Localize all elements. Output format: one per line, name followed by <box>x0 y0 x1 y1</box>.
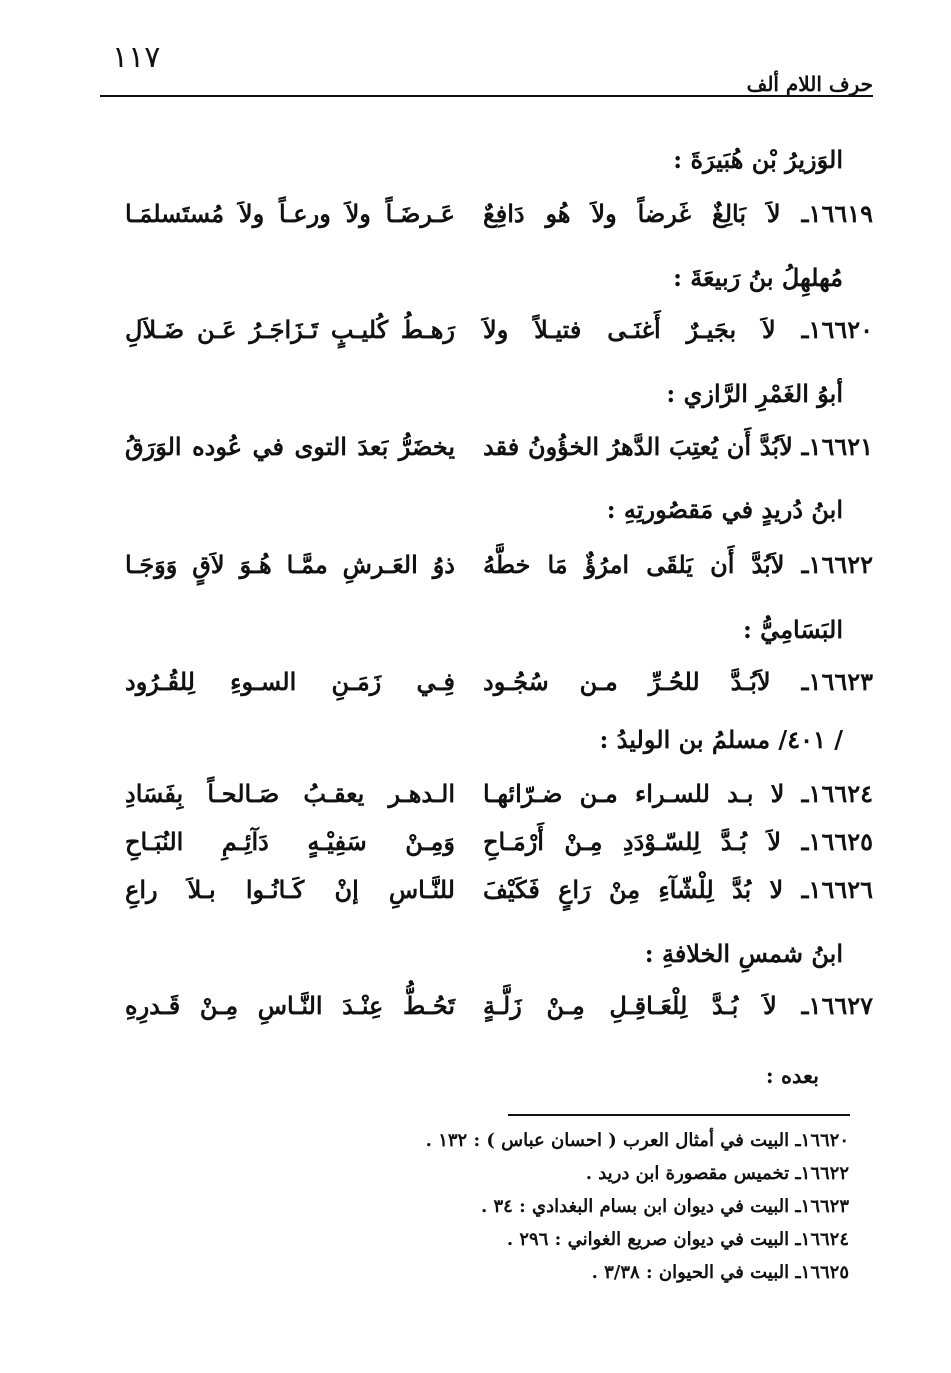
verse-line <box>100 984 873 1028</box>
verse-line <box>100 543 873 587</box>
poet-heading: مُهلهِلُ بنُ رَبيعَةَ : <box>673 263 843 292</box>
verse-line <box>100 772 873 816</box>
header-divider <box>100 95 873 97</box>
poet-heading: الوَزيرُ بْن هُبَيرَةَ : <box>673 145 843 174</box>
verse-first-hemistich: ١٦٦٢٥ـ لاَ بُـدَّ لِلسّـوْدَدِ مِـنْ أَرْمَـاحِ <box>483 827 873 856</box>
page-number: ١١٧ <box>112 40 161 75</box>
verse-second-hemistich: للنَّـاسِ إنْ كَـانُـوا بـلاَ راعِ <box>125 875 455 904</box>
verse-second-hemistich: رَهـطُ كُليـبٍ تَـزَاجَـرُ عَـن ضَـلاَلِ <box>125 315 455 344</box>
verse-first-hemistich: ١٦٦٢٧ـ لاَ بُـدَّ لِلْعَـاقِـلِ مِـنْ زَلَّـةٍ <box>483 991 873 1020</box>
verse-line <box>100 820 873 864</box>
verse-second-hemistich: عَـرضَـاً ولاَ ورعـاً ولاَ مُستَسلمَـا <box>125 199 455 228</box>
verse-line <box>100 868 873 912</box>
footnote-divider <box>508 1114 850 1116</box>
verse-second-hemistich: الـدهـر يعقـبُ صَـالحـاً بِفَسَادِ <box>125 779 455 808</box>
verse-first-hemistich: ١٦٦٢٣ـ لاَبُـدَّ للحُـرِّ مـن سُجُـود <box>483 667 873 696</box>
poet-heading: أبوُ الغَمْرِ الرَّازي : <box>666 379 843 408</box>
running-title: حرف اللام ألف <box>746 72 873 96</box>
footnote: ١٦٦٢٥ـ البيت في الحيوان : ٣/٣٨ . <box>591 1262 849 1283</box>
verse-first-hemistich: ١٦٦٢١ـ لاَبُدَّ أَن يُعتِبَ الدَّهرُ الخؤُونُ فقد <box>483 432 873 461</box>
verse-first-hemistich: ١٦٦٢٦ـ لا بُدَّ لِلْشّآءِ مِنْ رَاعٍ فَكَيْفَ <box>483 875 873 904</box>
verse-second-hemistich: تَحُـطُّ عِنْـدَ النَّـاسِ مِـنْ قَـدرِهِ <box>125 991 455 1020</box>
footnote: ١٦٦٢٠ـ البيت في أمثال العرب ( احسان عباس ) : ١٣٢ . <box>425 1130 849 1151</box>
poet-heading: البَسَامِيُّ : <box>742 615 843 644</box>
verse-second-hemistich: يخضَرُّ بَعدَ التوى في عُوده الوَرَقُ <box>125 432 455 461</box>
poet-heading: ابنُ دُريدٍ في مَقصُورتِهِ : <box>606 495 843 524</box>
verse-first-hemistich: ١٦٦٢٤ـ لا بـد للسـراء مـن ضـرّائهـا <box>483 779 873 808</box>
verse-line <box>100 425 873 469</box>
verse-line <box>100 660 873 704</box>
poet-heading: / ٤٠١/ مسلمُ بن الوليدُ : <box>599 725 843 754</box>
verse-first-hemistich: ١٦٦٢٠ـ لاَ بجَيـرٌ أَغنَـى فتيـلاً ولاَ <box>483 315 873 344</box>
verse-line <box>100 308 873 352</box>
verse-first-hemistich: ١٦٦٢٢ـ لاَبُدَّ أَن يَلقَى امرُؤٌ مَا خطَّهُ <box>483 550 873 579</box>
footnote: ١٦٦٢٢ـ تخميس مقصورة ابن دريد . <box>585 1163 849 1184</box>
verse-second-hemistich: وَمِـنْ سَفِيْـهٍ دَآئِـمِ النُبَـاحِ <box>125 827 455 856</box>
footnote: ١٦٦٢٤ـ البيت في ديوان صريع الغواني : ٢٩٦ . <box>506 1229 849 1250</box>
poet-heading: ابنُ شمسِ الخلافةِ : <box>644 939 843 968</box>
continuation-note: بعده : <box>765 1063 819 1088</box>
verse-first-hemistich: ١٦٦١٩ـ لاَ بَالِغٌ غَرضاً ولاَ هُو دَافِعٌ <box>483 199 873 228</box>
verse-second-hemistich: ذوُ العَـرشِ ممَّـا هُـوَ لاَقٍ وَوَجَـا <box>125 550 455 579</box>
verse-second-hemistich: فِـي زَمَـنِ السـوءِ لِلقُـرُود <box>125 667 455 696</box>
footnote: ١٦٦٢٣ـ البيت في ديوان ابن بسام البغدادي : ٣٤ . <box>480 1196 849 1217</box>
verse-line <box>100 192 873 236</box>
